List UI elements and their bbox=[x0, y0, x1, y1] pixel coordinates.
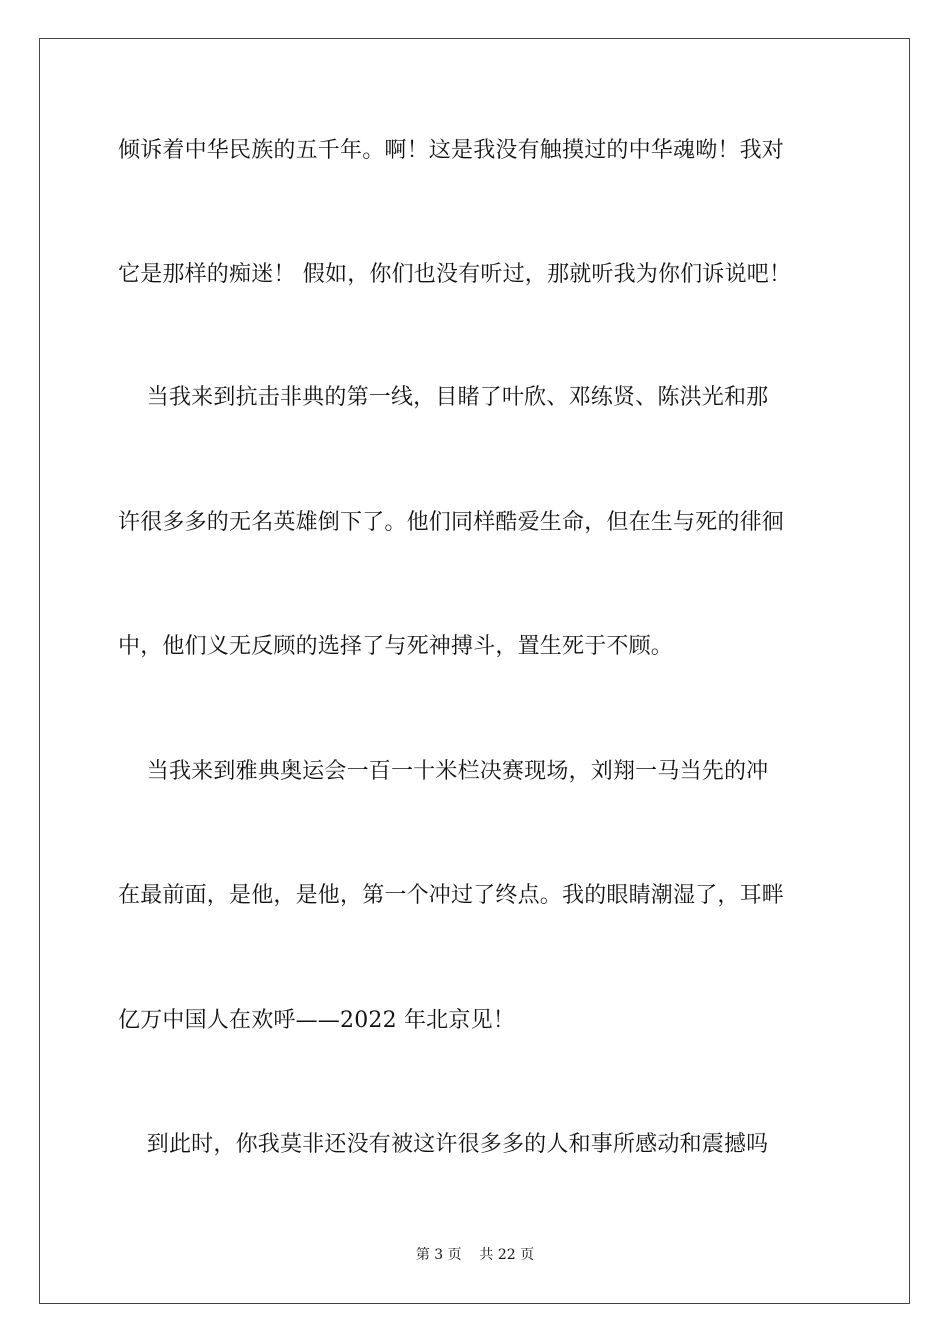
text-line-5: 中，他们义无反顾的选择了与死神搏斗，置生死于不顾。 bbox=[118, 634, 674, 659]
text-line-6: 当我来到雅典奥运会一百一十米栏决赛现场，刘翔一马当先的冲 bbox=[118, 759, 769, 784]
text-line-4: 许很多多的无名英雄倒下了。他们同样酷爱生命，但在生与死的徘徊 bbox=[118, 510, 785, 535]
text-line-3: 当我来到抗击非典的第一线，目睹了叶欣、邓练贤、陈洪光和那 bbox=[118, 385, 769, 410]
text-line-7: 在最前面，是他，是他，第一个冲过了终点。我的眼睛潮湿了，耳畔 bbox=[118, 883, 785, 908]
text-line-1: 倾诉着中华民族的五千年。啊！这是我没有触摸过的中华魂呦！我对 bbox=[118, 138, 785, 163]
text-line-8: 亿万中国人在欢呼——2022 年北京见！ bbox=[118, 1008, 515, 1033]
page-footer bbox=[0, 1245, 950, 1265]
text-line-2: 它是那样的痴迷！ 假如，你们也没有听过，那就听我为你们诉说吧！ bbox=[118, 262, 792, 287]
page-number-label: 第 3 页 共 22 页 bbox=[415, 1247, 535, 1263]
text-line-9: 到此时，你我莫非还没有被这许很多多的人和事所感动和震撼吗 bbox=[118, 1132, 769, 1157]
page-border bbox=[39, 38, 910, 1304]
